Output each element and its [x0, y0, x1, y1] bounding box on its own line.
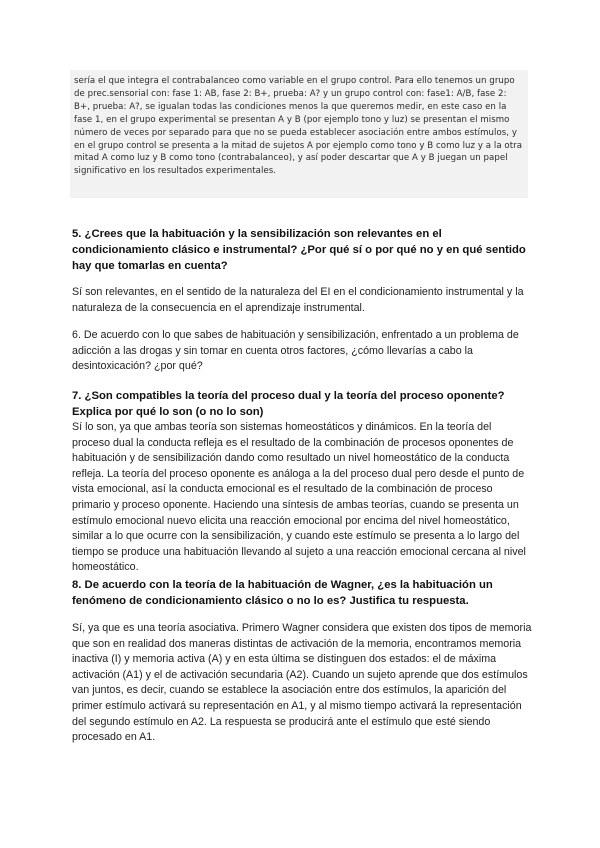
shaded-text-box: [70, 70, 528, 198]
answer-7: Sí lo son, ya que ambas teoría son sistemas homeostáticos y dinámicos. En la teoría del proceso dual la conducta refleja es el resultado de la combinación de procesos oponentes de habituación y de sensibilización dando como resultado un nivel homeostático de la conducta refleja. La teoría del proceso oponente es análoga a la del proceso dual pero desde el punto de vista emocional, así la conducta emocional es el resultado de la combinación de proceso primario y proceso oponente. Haciendo una síntesis de ambas teorías, cuando se presenta un estímulo emocional nuevo elicita una reacción emocional por encima del nivel homeostático, similar a lo que ocurre con la sensibilización, y cuando este estímulo se presenta a lo largo del tiempo se produce una habituación llevando al sujeto a una reacción emocional cercana al nivel homeostático.: [72, 421, 526, 574]
question-7-block: [72, 388, 532, 576]
question-8-block: [72, 577, 532, 609]
answer-5-block: [72, 285, 532, 316]
question-7: 7. ¿Son compatibles la teoría del proceso dual y la teoría del proceso oponente? Explica por qué lo son (o no lo son): [72, 390, 505, 418]
question-6-block: [72, 328, 532, 375]
answer-8-block: [72, 621, 532, 746]
question-8: 8. De acuerdo con la teoría de la habituación de Wagner, ¿es la habituación un fenómeno de condicionamiento clásico o no lo es? Justifica tu respuesta.: [72, 579, 493, 607]
answer-8: Sí, ya que es una teoría asociativa. Primero Wagner considera que existen dos tipos de memoria que son en realidad dos maneras distintas de activación de la memoria, encontramos memoria inactiva (I) y memoria activa (A) y en esta última se distinguen dos estados: el de máxima activación (A1) y el de activación secundaria (A2). Cuando un sujeto aprende que dos estímulos van juntos, es decir, cuando se establece la asociación entre dos estímulos, la aparición del primer estímulo activará su representación en A1, y al mismo tiempo activará la representación del segundo estímulo en A2. La respuesta se producirá ante el estímulo que esté siendo procesado en A1.: [72, 622, 532, 744]
question-5-block: [72, 226, 532, 274]
answer-5: Sí son relevantes, en el sentido de la naturaleza del EI en el condicionamiento instrumental y la naturaleza de la consecuencia en el aprendizaje instrumental.: [72, 286, 524, 314]
intro-paragraph: sería el que integra el contrabalanceo como variable en el grupo control. Para ello tenemos un grupo de prec.sensorial con: fase 1: AB, fase 2: B+, prueba: A? y un grupo control con: fase1: A/B, fase 2: B+, prueba: A?, se igualan todas las condiciones menos la que queremos medir, en este caso en la fase 1, en el grupo experimental se presentan A y B (por ejemplo tono y luz) se presentan el mismo número de veces por separado para que no se pueda establecer asociación entre ambos estímulos, y en el grupo control se presenta a la mitad de sujetos A por ejemplo como tono y B como luz y a la otra mitad A como luz y B como tono (contrabalanceo), y así poder descartar que A y B juegan un papel significativo en los resultados experimentales.: [74, 76, 523, 177]
question-6: 6. De acuerdo con lo que sabes de habituación y sensibilización, enfrentado a un problema de adicción a las drogas y sin tomar en cuenta otros factores, ¿cómo llevarías a cabo la desintoxicación? ¿por qué?: [72, 329, 519, 373]
question-5: 5. ¿Crees que la habituación y la sensibilización son relevantes en el condicionamiento clásico e instrumental? ¿Por qué sí o por qué no y en qué sentido hay que tomarlas en cuenta?: [72, 228, 526, 272]
